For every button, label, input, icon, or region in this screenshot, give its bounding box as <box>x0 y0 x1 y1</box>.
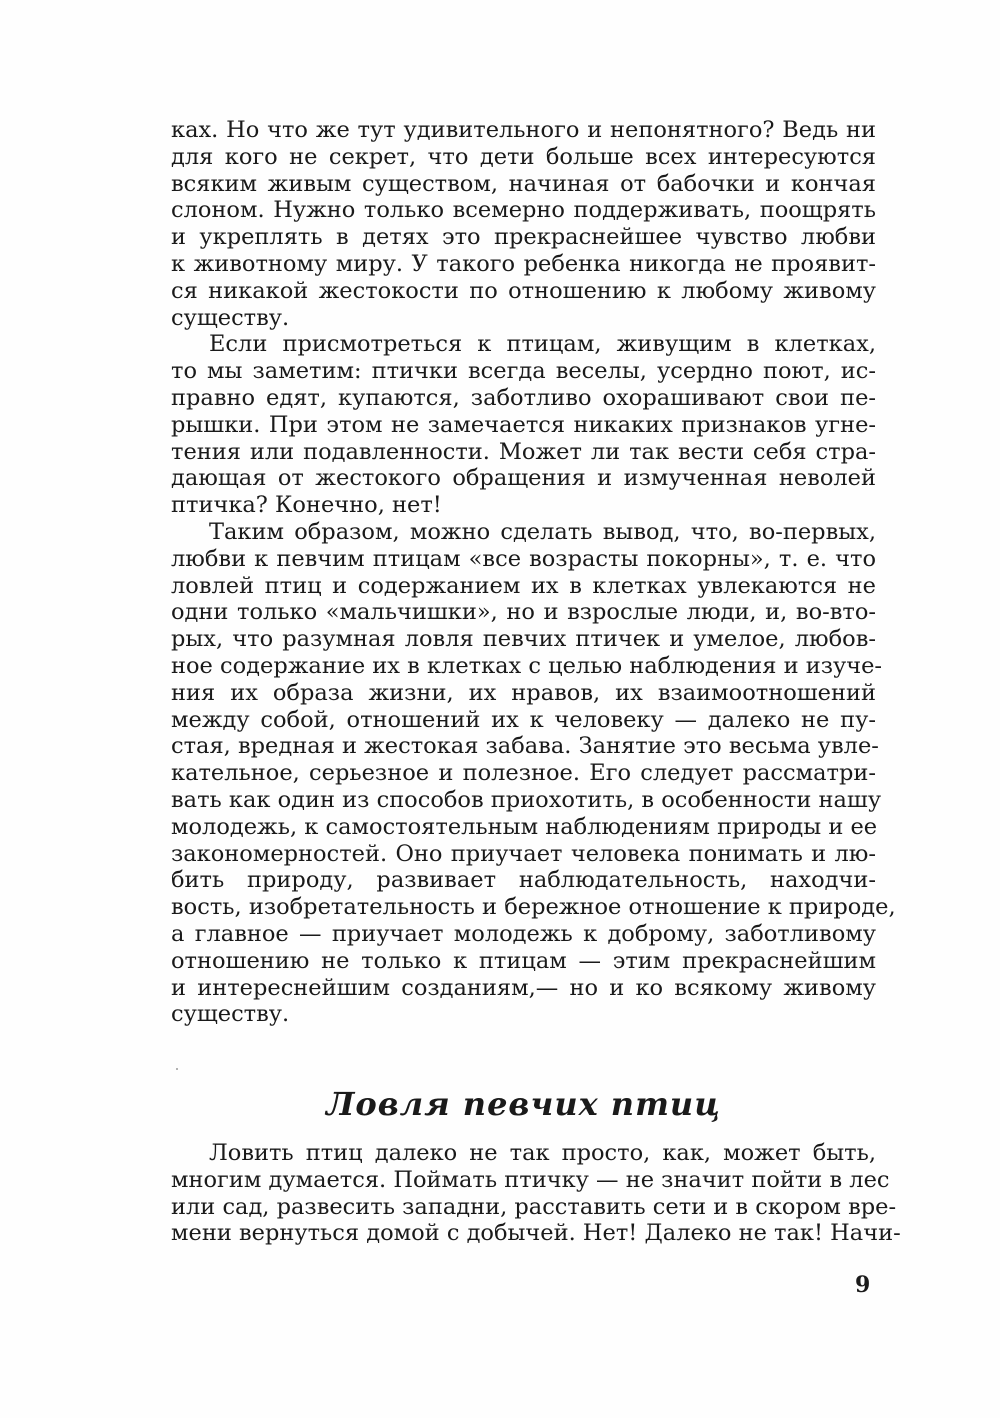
text-line: слоном. Нужно только всемерно поддерживать, поощрять <box>171 197 876 224</box>
text-line: правно едят, купаются, заботливо охорашивают свои пе- <box>171 384 876 411</box>
text-line: к животному миру. У такого ребенка никогда не проявит- <box>171 250 876 277</box>
text-line: птичка? Конечно, нет! <box>171 492 442 519</box>
text-line: закономерностей. Оно приучает человека понимать и лю- <box>171 840 876 867</box>
text-line: стая, вредная и жестокая забава. Занятие это весьма увле- <box>171 733 879 760</box>
scan-speck <box>176 1068 178 1070</box>
text-line: ния их образа жизни, их нравов, их взаимоотношений <box>171 679 876 706</box>
text-line: мени вернуться домой с добычей. Нет! Далеко не так! Начи- <box>171 1220 901 1247</box>
text-line: Если присмотреться к птицам, живущим в клетках, <box>209 331 876 358</box>
body-text-upper <box>171 117 896 1028</box>
text-line: вость, изобретательность и бережное отношение к природе, <box>171 894 896 921</box>
text-line: ное содержание их в клетках с целью наблюдения и изуче- <box>171 652 883 679</box>
text-line: ках. Но что же тут удивительного и непонятного? Ведь ни <box>171 117 876 143</box>
text-line: вать как один из способов приохотить, в особенности нашу <box>171 786 882 813</box>
text-line: рышки. При этом не замечается никаких признаков угне- <box>171 411 876 438</box>
page-number: 9 <box>855 1272 871 1298</box>
text-line: для кого не секрет, что дети больше всех интересуются <box>171 143 876 170</box>
text-line: ся никакой жестокости по отношению к любому живому <box>171 277 876 304</box>
text-line: Таким образом, можно сделать вывод, что, во-первых, <box>209 518 876 545</box>
text-line: молодежь, к самостоятельным наблюдениям природы и ее <box>171 813 878 840</box>
text-line: или сад, развесить западни, расставить сети и в скором вре- <box>171 1193 897 1220</box>
body-text-lower <box>171 1140 901 1247</box>
text-line: дающая от жестокого обращения и измученная неволей <box>171 465 876 492</box>
text-line: тения или подавленности. Может ли так вести себя стра- <box>171 438 876 465</box>
section-heading: Ловля певчих птиц <box>326 1085 721 1123</box>
text-line: то мы заметим: птички всегда веселы, усердно поют, ис- <box>171 358 876 385</box>
text-line: и укреплять в детях это прекраснейшее чувство любви <box>171 224 876 251</box>
text-line: ловлей птиц и содержанием их в клетках увлекаются не <box>171 572 876 599</box>
text-line: всяким живым существом, начиная от бабочки и кончая <box>171 170 876 197</box>
text-line: существу. <box>171 1001 290 1028</box>
text-line: рых, что разумная ловля певчих птичек и умелое, любов- <box>171 626 876 653</box>
text-line: любви к певчим птицам «все возрасты покорны», т. е. что <box>171 545 876 572</box>
text-line: кательное, серьезное и полезное. Его следует рассматри- <box>171 760 876 787</box>
text-line: существу. <box>171 304 290 331</box>
text-line: между собой, отношений их к человеку — далеко не пу- <box>171 706 876 733</box>
text-line: бить природу, развивает наблюдательность, находчи- <box>171 867 876 894</box>
text-line: одни только «мальчишки», но и взрослые люди, и, во-вто- <box>171 599 876 626</box>
text-line: Ловить птиц далеко не так просто, как, может быть, <box>209 1140 876 1166</box>
text-line: отношению не только к птицам — этим прекраснейшим <box>171 947 876 974</box>
text-line: и интереснейшим созданиям,— но и ко всякому живому <box>171 974 876 1001</box>
text-line: а главное — приучает молодежь к доброму, заботливому <box>171 920 876 947</box>
text-line: многим думается. Поймать птичку — не значит пойти в лес <box>171 1166 890 1193</box>
